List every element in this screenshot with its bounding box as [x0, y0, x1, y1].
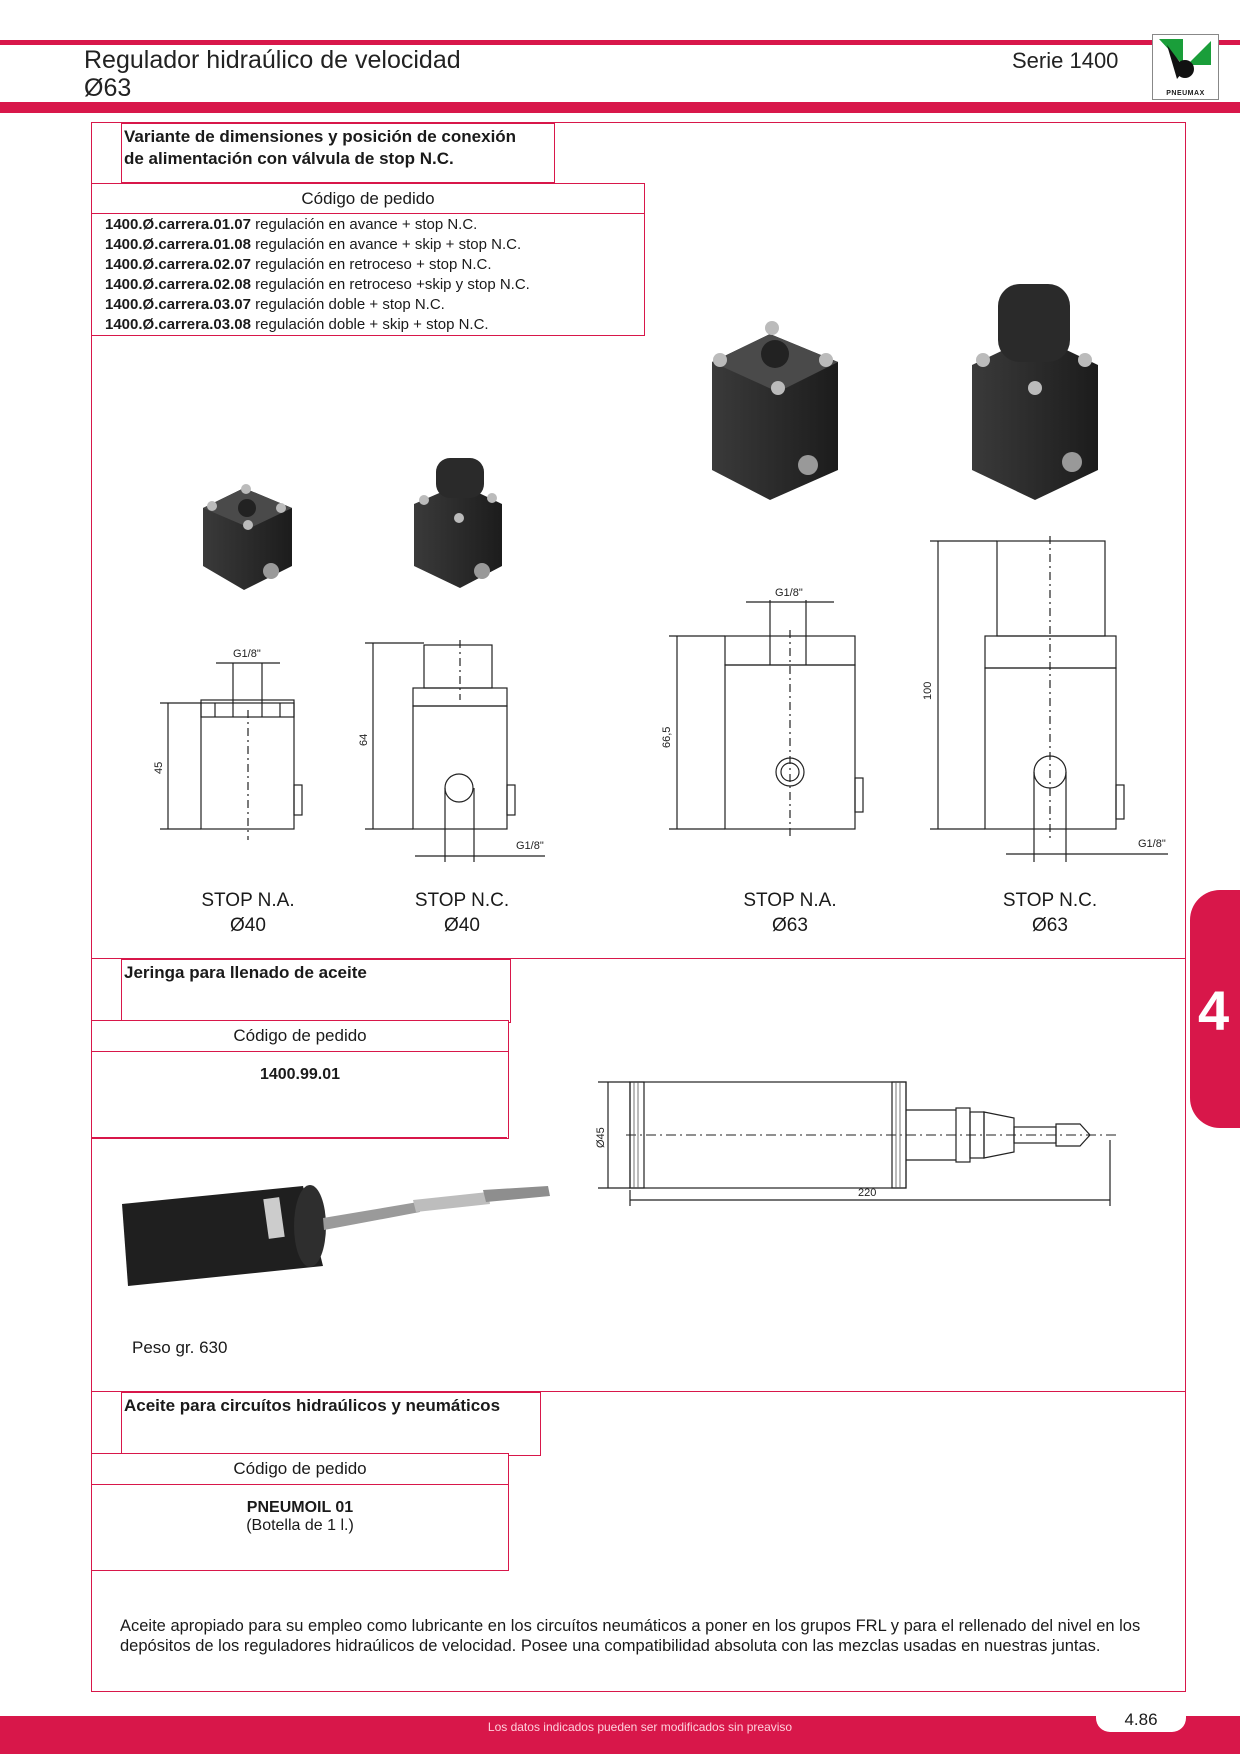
- order-code-line: [105, 235, 644, 255]
- section2-order-code-box: [91, 1020, 509, 1139]
- dim-syringe-length: 220: [858, 1187, 877, 1199]
- chapter-number: 4: [1198, 979, 1230, 1042]
- section1-heading: [121, 123, 555, 183]
- dim-height-na40: 45: [153, 761, 165, 774]
- order-code: 1400.Ø.carrera.01.07: [105, 216, 251, 233]
- syringe-drawing: [590, 1070, 1130, 1210]
- section1-code-header: Código de pedido: [92, 184, 644, 214]
- page-number: 4.86: [1096, 1708, 1186, 1732]
- caption-size: Ø40: [230, 915, 266, 936]
- valve-drawings: [130, 270, 1190, 870]
- header-bottom-rule: [0, 102, 1240, 113]
- dim-height-nc40: 64: [358, 733, 370, 746]
- logo-mark-icon: [1153, 35, 1218, 87]
- section3-code-note: (Botella de 1 l.): [246, 1517, 354, 1534]
- section2-heading: Jeringa para llenado de aceite: [121, 959, 511, 1023]
- dim-g18-nc63: G1/8": [1138, 838, 1166, 850]
- oil-description: Aceite apropiado para su empleo como lubricante en los circuítos neumáticos a poner en los grupos FRL y para el rellenado del nivel en los depósitos de los reguladores hidraúlicos de velocidad. Posee una compatibilidad absoluta con las mezclas usadas en nuestras juntas.: [120, 1617, 1141, 1655]
- order-code-desc: regulación en avance + skip + stop N.C.: [250, 236, 522, 253]
- dim-g18-nc40: G1/8": [516, 840, 544, 852]
- dim-syringe-diameter: Ø45: [595, 1127, 607, 1148]
- caption-size: Ø63: [1032, 915, 1068, 936]
- order-code: 1400.Ø.carrera.01.08: [105, 236, 251, 253]
- logo-wordmark: PNEUMAX: [1166, 90, 1205, 97]
- order-code: 1400.Ø.carrera.03.07: [105, 296, 251, 313]
- dim-height-na63: 66,5: [661, 726, 673, 748]
- order-code-desc: regulación doble + skip + stop N.C.: [250, 316, 489, 333]
- section3-heading: Aceite para circuítos hidraúlicos y neumáticos: [121, 1392, 541, 1456]
- drawing-stop-nc-63: [930, 536, 1168, 862]
- caption-label: STOP N.A.: [743, 890, 837, 911]
- section3-code: PNEUMOIL 01: [246, 1499, 354, 1516]
- caption-stop-nc-40: [382, 888, 542, 938]
- section1-heading-line1: Variante de dimensiones y posición de conexión: [124, 127, 517, 146]
- photo-stop-na-40: [203, 484, 292, 590]
- chapter-tab: [1190, 890, 1240, 1128]
- section2-code: 1400.99.01: [259, 1066, 341, 1083]
- photo-stop-nc-63: [972, 284, 1098, 500]
- order-code: 1400.Ø.carrera.02.08: [105, 276, 251, 293]
- photo-stop-nc-40: [414, 458, 502, 588]
- drawing-stop-nc-40: [365, 640, 545, 862]
- caption-label: STOP N.C.: [414, 890, 510, 911]
- order-code-desc: regulación doble + stop N.C.: [250, 296, 445, 313]
- section2-box-bottom-rule: [91, 1137, 507, 1138]
- dim-g18-na40: G1/8": [233, 648, 261, 660]
- syringe-weight: Peso gr. 630: [132, 1338, 228, 1357]
- caption-stop-na-63: [710, 888, 870, 938]
- caption-size: Ø63: [772, 915, 808, 936]
- section3-code-header: Código de pedido: [92, 1454, 508, 1485]
- caption-label: STOP N.C.: [1002, 890, 1098, 911]
- drawing-stop-na-63: [669, 600, 863, 840]
- syringe-photo: [118, 1180, 558, 1295]
- order-code-desc: regulación en retroceso + stop N.C.: [250, 256, 492, 273]
- page-title: [84, 46, 461, 102]
- order-code-desc: regulación en retroceso +skip y stop N.C.: [250, 276, 530, 293]
- page-title-line1: Regulador hidraúlico de velocidad: [84, 46, 461, 74]
- section1-heading-line2: de alimentación con válvula de stop N.C.: [124, 149, 454, 168]
- header-top-rule: [0, 40, 1240, 45]
- caption-stop-na-40: [168, 888, 328, 938]
- drawing-stop-na-40: [160, 663, 302, 840]
- photo-stop-na-63: [712, 321, 838, 500]
- order-code: 1400.Ø.carrera.03.08: [105, 316, 251, 333]
- section3-order-code-box: [91, 1453, 509, 1571]
- order-code-line: [105, 215, 644, 235]
- page-title-line2: Ø63: [84, 74, 132, 102]
- dim-height-nc63: 100: [922, 681, 934, 700]
- caption-stop-nc-63: [970, 888, 1130, 938]
- caption-label: STOP N.A.: [201, 890, 295, 911]
- brand-logo: [1152, 34, 1219, 100]
- order-code: 1400.Ø.carrera.02.07: [105, 256, 251, 273]
- section2-code-header: Código de pedido: [92, 1021, 508, 1052]
- footer-disclaimer: Los datos indicados pueden ser modificados sin preaviso: [487, 1720, 793, 1734]
- dim-g18-na63: G1/8": [775, 587, 803, 599]
- caption-size: Ø40: [444, 915, 480, 936]
- order-code-desc: regulación en avance + stop N.C.: [250, 216, 478, 233]
- series-label: Serie 1400: [1012, 48, 1119, 73]
